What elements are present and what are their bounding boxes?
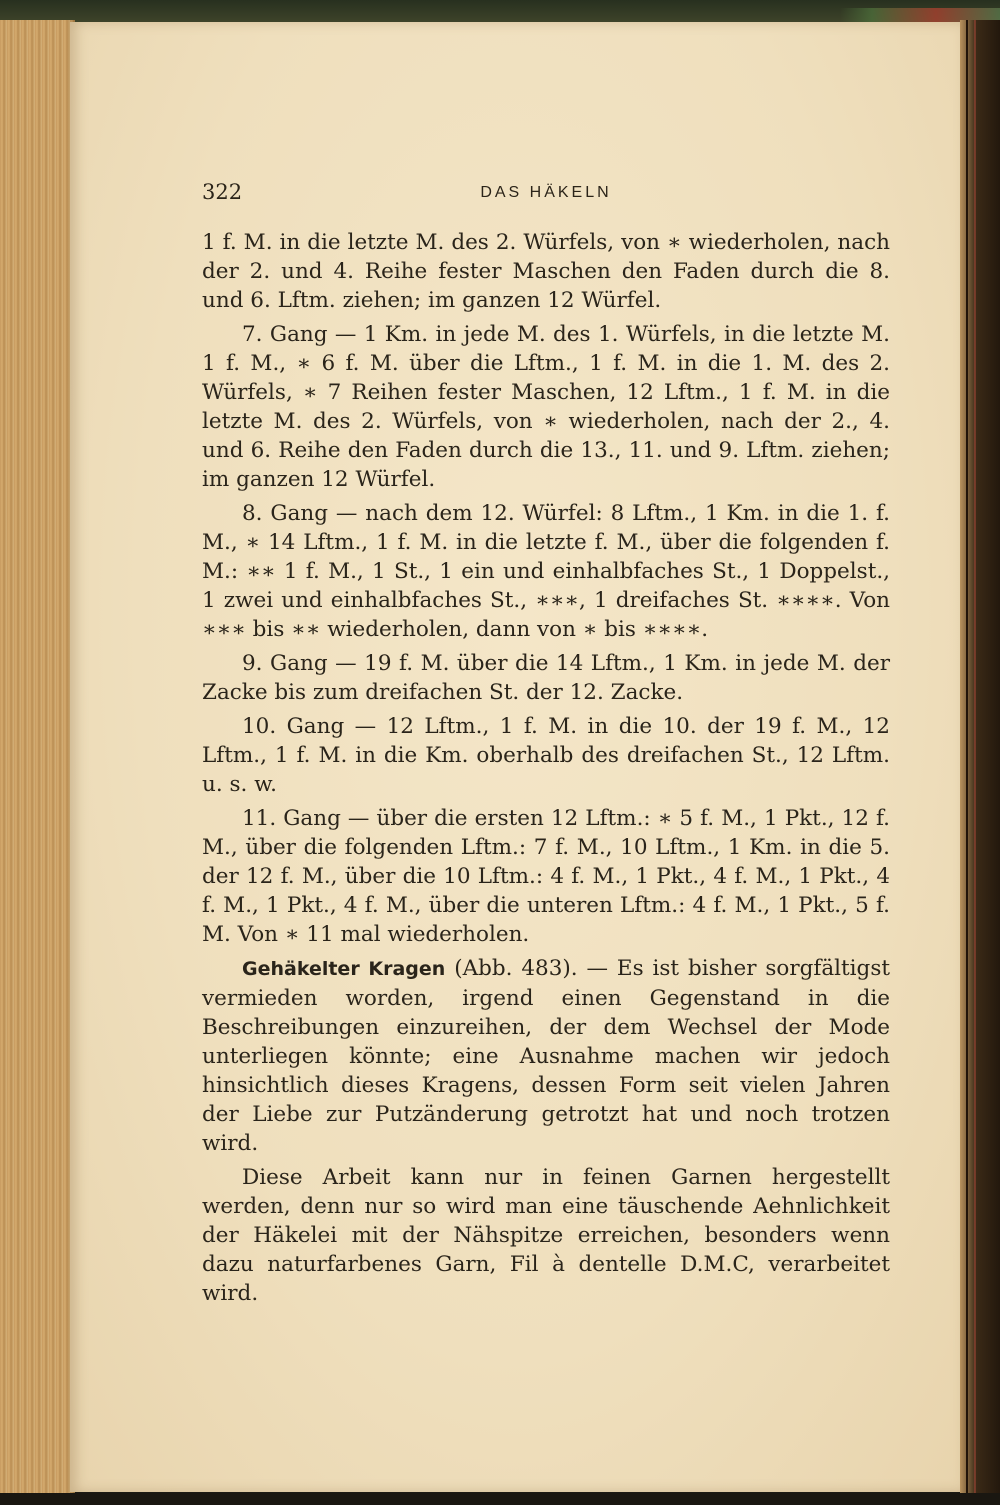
page-number: 322 bbox=[202, 180, 243, 204]
section-heading: Gehäkelter Kragen bbox=[242, 958, 446, 980]
page-header bbox=[202, 180, 890, 210]
paragraph-kragen bbox=[202, 954, 890, 1158]
book-spine-edge bbox=[960, 20, 1000, 1495]
paragraph-arbeit: Diese Arbeit kann nur in feinen Garnen hergestellt werden, denn nur so wird man eine täuschende Aehnlichkeit der Häkelei mit der Nähspitze erreichen, besonders wenn dazu naturfarbenes Garn, Fil à dentelle D.M.C, verarbeitet wird. bbox=[202, 1165, 890, 1306]
page-text bbox=[202, 228, 890, 1313]
paragraph-kragen-text: (Abb. 483). — Es ist bisher sorgfältigst vermieden worden, irgend einen Gegenstand in die Beschreibungen einzureihen, der dem Wechsel der Mode unterliegen könnte; eine Ausnahme machen wir jedoch hinsichtlich dieses Kragens, dessen Form seit vielen Jahren der Liebe zur Putzänderung getrotzt hat und noch trotzen wird. bbox=[202, 956, 890, 1156]
paragraph-continuation: 1 f. M. in die letzte M. des 2. Würfels, von ∗ wiederholen, nach der 2. und 4. Reihe fester Maschen den Faden durch die 8. und 6. Lftm. ziehen; im ganzen 12 Würfel. bbox=[202, 230, 890, 313]
book-bottom-edge bbox=[0, 1493, 1000, 1505]
paragraph-gang-7: 7. Gang — 1 Km. in jede M. des 1. Würfels, in die letzte M. 1 f. M., ∗ 6 f. M. über die Lftm., 1 f. M. in die 1. M. des 2. Würfels, ∗ 7 Reihen fester Maschen, 12 Lftm., 1 f. M. in die letzte M. des 2. Würfels, von ∗ wiederholen, nach der 2., 4. und 6. Reihe den Faden durch die 13., 11. und 9. Lftm. ziehen; im ganzen 12 Würfel. bbox=[202, 322, 890, 492]
running-title: DAS HÄKELN bbox=[480, 184, 612, 201]
paragraph-gang-8: 8. Gang — nach dem 12. Würfel: 8 Lftm., 1 Km. in die 1. f. M., ∗ 14 Lftm., 1 f. M. in die letzte f. M., über die folgenden f. M.: ∗∗ 1 f. M., 1 St., 1 ein und einhalbfaches St., 1 Doppelst., 1 zwei und einhalbfaches St., ∗∗∗, 1 dreifaches St. ∗∗∗∗. Von ∗∗∗ bis ∗∗ wiederholen, dann von ∗ bis ∗∗∗∗. bbox=[202, 501, 890, 642]
page-stack-edge bbox=[0, 20, 75, 1495]
paragraph-gang-10: 10. Gang — 12 Lftm., 1 f. M. in die 10. der 19 f. M., 12 Lftm., 1 f. M. in die Km. oberhalb des dreifachen St., 12 Lftm. u. s. w. bbox=[202, 714, 890, 797]
paragraph-gang-11: 11. Gang — über die ersten 12 Lftm.: ∗ 5 f. M., 1 Pkt., 12 f. M., über die folgenden Lftm.: 7 f. M., 10 Lftm., 1 Km. in die 5. der 12 f. M., über die 10 Lftm.: 4 f. M., 1 Pkt., 4 f. M., 1 Pkt., 4 f. M., 1 Pkt., 4 f. M., über die unteren Lftm.: 4 f. M., 1 Pkt., 5 f. M. Von ∗ 11 mal wiederholen. bbox=[202, 806, 890, 947]
paragraph-gang-9: 9. Gang — 19 f. M. über die 14 Lftm., 1 Km. in jede M. der Zacke bis zum dreifachen St. der 12. Zacke. bbox=[202, 651, 890, 705]
